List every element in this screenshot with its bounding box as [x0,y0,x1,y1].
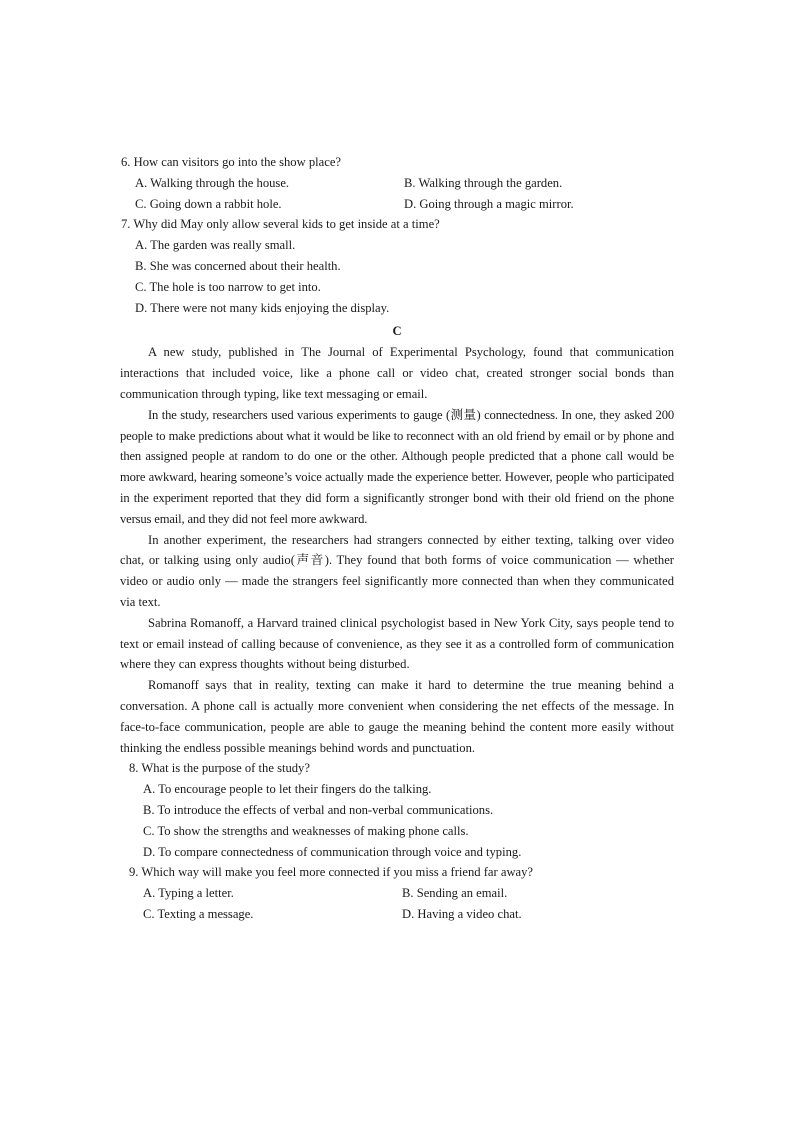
question-8-option-c: C. To show the strengths and weaknesses of making phone calls. [143,823,469,838]
page-content [120,152,674,925]
question-7-option-c: C. The hole is too narrow to get into. [135,279,321,294]
question-7-option-d: D. There were not many kids enjoying the display. [135,300,390,315]
question-8-option-d: D. To compare connectedness of communication through voice and typing. [143,844,522,859]
section-c-paragraph-5: Romanoff says that in reality, texting can make it hard to determine the true meaning behind a conversation. A phone call is actually more convenient when considering the net effects of the message. In face-to-face communication, people are able to gauge the meaning behind the content more easily without thinking the endless possible meanings behind words and punctuation. [120,678,674,755]
section-c-paragraph-1: A new study, published in The Journal of Experimental Psychology, found that communication interactions that included voice, like a phone call or video chat, created stronger social bonds than communication through typing, like text messaging or email. [120,345,674,401]
question-6-option-d: D. Going through a magic mirror. [404,196,574,211]
question-6-option-b: B. Walking through the garden. [404,175,563,190]
section-c-paragraph-3: In another experiment, the researchers had strangers connected by either texting, talking over video chat, or talking using only audio(声音). They found that both forms of voice communication — whether video or audio only — made the strangers feel significantly more connected than when they communicated via text. [120,532,674,609]
question-9-option-d: D. Having a video chat. [402,906,522,921]
question-9-option-b: B. Sending an email. [402,886,508,901]
question-6-option-c: C. Going down a rabbit hole. [135,196,282,211]
question-6-stem: 6. How can visitors go into the show place? [121,155,341,169]
question-8-option-a: A. To encourage people to let their fingers do the talking. [143,782,432,797]
section-c-paragraph-4: Sabrina Romanoff, a Harvard trained clinical psychologist based in New York City, says people tend to text or email instead of calling because of convenience, as they see it as a controlled form of communication where they can express thoughts without being disturbed. [120,615,674,672]
question-9-options-row-1 [120,883,674,904]
section-c-heading: C [392,324,402,339]
question-8-stem: 8. What is the purpose of the study? [129,761,310,776]
question-7-option-b: B. She was concerned about their health. [135,258,341,273]
question-9-options-row-2 [120,904,674,925]
question-7-option-a: A. The garden was really small. [135,238,296,253]
question-9-option-c: C. Texting a message. [143,906,254,921]
question-7-stem: 7. Why did May only allow several kids to get inside at a time? [121,217,440,232]
section-c-paragraph-2: In the study, researchers used various experiments to gauge (测量) connectedness. In one, they asked 200 people to make predictions about what it would be like to reconnect with an old friend by email or by phone and then assigned people at random to do one or the other. Although people predicted that a phone call would be more awkward, hearing someone’s voice actually made the experience better. However, people who participated in the experiment reported that they did form a significantly stronger bond with their old friend on the phone versus email, and they did not feel more awkward. [120,407,674,526]
question-6-option-a: A. Walking through the house. [135,175,290,190]
question-6-options-row-2 [120,194,674,215]
question-9-option-a: A. Typing a letter. [143,886,234,901]
question-9-stem: 9. Which way will make you feel more connected if you miss a friend far away? [129,865,534,880]
question-6-options-row-1 [120,173,674,194]
question-8-option-b: B. To introduce the effects of verbal and non-verbal communications. [143,802,494,817]
